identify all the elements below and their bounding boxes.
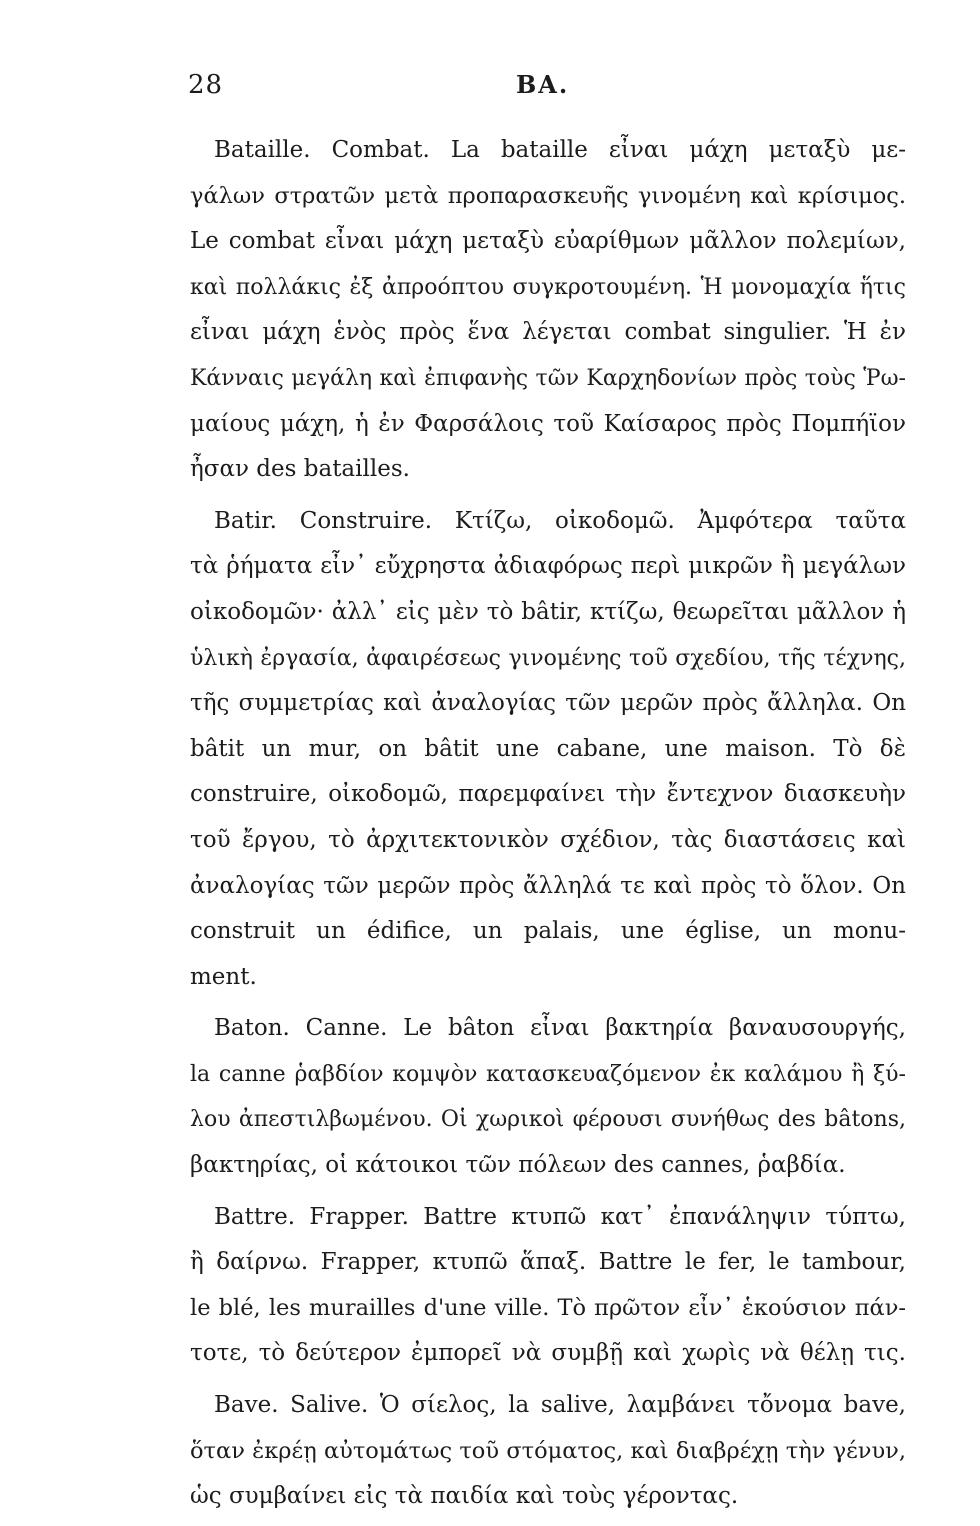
- text-line: ἢ δαίρνω. Frapper, κτυπῶ ἅπαξ. Battre le fer, le tambour,: [190, 1249, 906, 1276]
- text-line: τοῦ ἔργου, τὸ ἀρχιτεκτονικὸν σχέδιον, τὰς διαστάσεις καὶ: [190, 826, 906, 853]
- text-line: εἶναι μάχη ἑνὸς πρὸς ἕνα λέγεται combat singulier. Ἡ ἐν: [190, 319, 906, 346]
- text-line: Le combat εἶναι μάχη μεταξὺ εὐαρίθμων μᾶλλον πολεμίων,: [190, 228, 906, 255]
- entry-bave-salive: [190, 1383, 906, 1520]
- page-header: [188, 70, 908, 106]
- text-line: Batir. Construire. Κτίζω, οἰκοδομῶ. Ἀμφότερα ταῦτα: [214, 507, 906, 534]
- text-line: οἰκοδομῶν· ἀλλ᾽ εἰς μὲν τὸ bâtir, κτίζω, θεωρεῖται μᾶλλον ἡ: [190, 598, 906, 625]
- text-line: Baton. Canne. Le bâton εἶναι βακτηρία βαναυσουργής,: [214, 1015, 906, 1042]
- entry-bataille-combat: [190, 128, 906, 493]
- text-line: τῆς συμμετρίας καὶ ἀναλογίας τῶν μερῶν πρὸς ἄλληλα. On: [190, 690, 906, 717]
- text-line: ment.: [190, 963, 257, 990]
- text-line: λου ἀπεστιλβωμένου. Οἱ χωρικοὶ φέρουσι συνήθως des bâtons,: [190, 1107, 906, 1133]
- running-head: BA.: [516, 70, 570, 99]
- text-line: τοτε, τὸ δεύτερον ἐμπορεῖ νὰ συμβῇ καὶ χωρὶς νὰ θέλῃ τις.: [190, 1340, 906, 1367]
- text-line: ἀναλογίας τῶν μερῶν πρὸς ἄλληλά τε καὶ πρὸς τὸ ὅλον. On: [190, 872, 906, 899]
- text-line: μαίους μάχη, ἡ ἐν Φαρσάλοις τοῦ Καίσαρος πρὸς Πομπήϊον: [190, 410, 906, 437]
- text-line: ὡς συμβαίνει εἰς τὰ παιδία καὶ τοὺς γέροντας.: [190, 1483, 739, 1510]
- text-line: ἦσαν des batailles.: [190, 456, 410, 483]
- text-line: Bave. Salive. Ὁ σίελος, la salive, λαμβάνει τὄνομα bave,: [214, 1392, 906, 1419]
- text-line: construire, οἰκοδομῶ, παρεμφαίνει τὴν ἔντεχνον διασκευὴν: [190, 781, 906, 808]
- body-text: [190, 128, 906, 1526]
- entry-baton-canne: [190, 1006, 906, 1188]
- text-line: βακτηρίας, οἱ κάτοικοι τῶν πόλεων des cannes, ῥαβδία.: [190, 1152, 846, 1179]
- entry-battre-frapper: [190, 1195, 906, 1377]
- text-line: la canne ῥαβδίον κομψὸν κατασκευαζόμενον ἐκ καλάμου ἢ ξύ-: [190, 1061, 906, 1087]
- text-line: Battre. Frapper. Battre κτυπῶ κατ᾽ ἐπανάληψιν τύπτω,: [214, 1203, 906, 1230]
- entry-batir-construire: [190, 499, 906, 1001]
- text-line: γάλων στρατῶν μετὰ προπαρασκευῆς γινομένη καὶ κρίσιμος.: [190, 182, 906, 209]
- text-line: τὰ ῥήματα εἶν᾽ εὔχρηστα ἀδιαφόρως περὶ μικρῶν ἢ μεγάλων: [190, 553, 906, 580]
- text-line: ὑλικὴ ἐργασία, ἀφαιρέσεως γινομένης τοῦ σχεδίου, τῆς τέχνης,: [190, 645, 906, 671]
- text-line: le blé, les murailles d'une ville. Τὸ πρῶτον εἶν᾽ ἑκούσιον πάν-: [190, 1294, 906, 1321]
- text-line: construit un édifice, un palais, une église, un monu-: [190, 918, 906, 945]
- page-number: 28: [188, 70, 224, 100]
- text-line: bâtit un mur, on bâtit une cabane, une maison. Τὸ δὲ: [190, 735, 906, 762]
- text-line: καὶ πολλάκις ἐξ ἀπροόπτου συγκροτουμένη. Ἡ μονομαχία ἥτις: [190, 274, 906, 300]
- text-line: Κάνναις μεγάλη καὶ ἐπιφανὴς τῶν Καρχηδονίων πρὸς τοὺς Ῥω-: [190, 365, 906, 391]
- text-line: ὅταν ἐκρέῃ αὐτομάτως τοῦ στόματος, καὶ διαβρέχῃ τὴν γένυν,: [190, 1437, 906, 1464]
- text-line: Bataille. Combat. La bataille εἶναι μάχη μεταξὺ με-: [214, 137, 906, 163]
